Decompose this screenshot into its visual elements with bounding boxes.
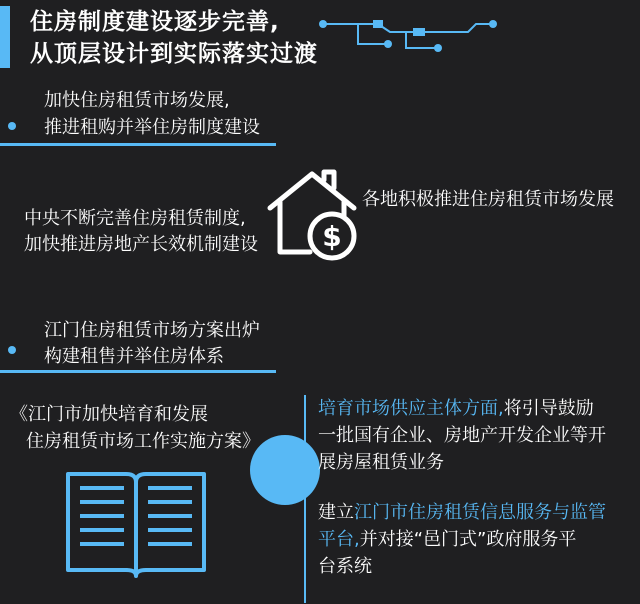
document-title-line1: 《江门市加快培育和发展 <box>10 404 208 425</box>
point1-rest: 将引导鼓励 <box>503 398 594 419</box>
section2-left-line1: 中央不断完善住房租赁制度, <box>24 208 246 229</box>
title-accent-bar <box>0 6 10 68</box>
point1-line3: 展房屋租赁业务 <box>318 452 444 473</box>
point2-highlight1: 江门市住房租赁信息服务与监管 <box>354 502 606 523</box>
circuit-decoration-icon <box>318 8 498 58</box>
page-title-line2: 从顶层设计到实际落实过渡 <box>30 41 318 67</box>
page-title-line1: 住房制度建设逐步完善, <box>30 9 280 35</box>
svg-text:$: $ <box>322 220 342 253</box>
section2-left-line2: 加快推进房地产长效机制建设 <box>24 234 258 255</box>
point2-line1 <box>318 500 606 526</box>
point1-highlight: 培育市场供应主体方面, <box>318 398 504 419</box>
section1-bullet-dot <box>8 122 16 130</box>
house-dollar-icon <box>264 168 360 264</box>
section3-line1: 江门住房租赁市场方案出炉 <box>44 320 260 341</box>
point1-line2: 一批国有企业、房地产开发企业等开 <box>318 425 606 446</box>
section1-underline <box>0 143 276 146</box>
point2-line2 <box>318 527 576 553</box>
point2-highlight2: 平台, <box>318 529 360 550</box>
section1-line1: 加快住房租赁市场发展, <box>44 90 230 111</box>
point2-rest: 并对接“邑门式”政府服务平 <box>359 529 577 550</box>
point2-line3: 台系统 <box>318 556 372 577</box>
open-book-icon <box>62 462 210 580</box>
point1-line1 <box>318 396 594 422</box>
timeline-circle-node <box>250 435 320 505</box>
document-title-line2: 住房租赁市场工作实施方案》 <box>26 431 260 452</box>
section3-underline <box>0 370 276 373</box>
section3-bullet-dot <box>8 346 16 354</box>
section2-right-text: 各地积极推进住房租赁市场发展 <box>362 189 614 210</box>
point2-prefix: 建立 <box>318 502 354 523</box>
section1-line2: 推进租购并举住房制度建设 <box>44 117 260 138</box>
section3-line2: 构建租售并举住房体系 <box>44 346 224 367</box>
